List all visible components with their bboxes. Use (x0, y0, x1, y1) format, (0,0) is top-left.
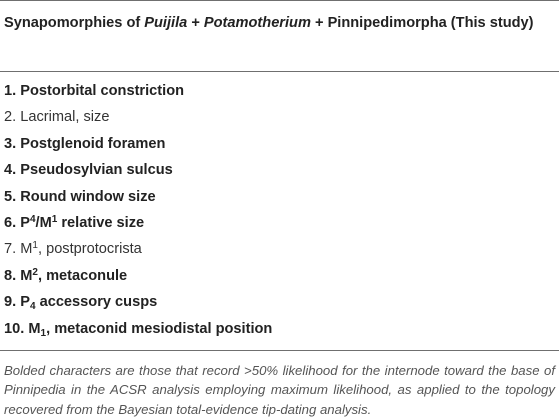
title-join: + (187, 15, 204, 31)
title-prefix: Synapomorphies of (4, 15, 145, 31)
row-number: 2. (4, 109, 17, 126)
row-number: 6. (4, 214, 17, 231)
row-text: accessory cusps (35, 294, 158, 311)
tooth-p: P (20, 294, 30, 311)
tooth-superscript: 1 (51, 213, 58, 225)
table-row-2 (0, 104, 559, 130)
table-row-5 (0, 184, 559, 210)
row-number: 9. (4, 294, 17, 311)
title-suffix: + Pinnipedimorpha (This study) (310, 15, 534, 31)
table-header (0, 1, 559, 71)
tooth-m: M (20, 241, 33, 258)
row-text: , metaconule (37, 267, 128, 284)
tooth-superscript: 4 (29, 213, 36, 225)
tooth-m: M (28, 320, 41, 337)
table-row-10 (0, 316, 559, 342)
table-row-7 (0, 236, 559, 262)
row-text: Lacrimal, size (20, 109, 110, 126)
row-number: 3. (4, 135, 17, 152)
row-text: , metaconid mesiodistal position (46, 320, 273, 337)
row-text: , postprotocrista (37, 241, 142, 258)
row-text: relative size (57, 214, 145, 231)
table-row-1 (0, 78, 559, 104)
row-number: 4. (4, 162, 17, 179)
row-number: 1. (4, 83, 17, 99)
row-number: 7. (4, 241, 17, 258)
row-number: 10. (4, 320, 25, 337)
tooth-slash-m: /M (35, 214, 52, 231)
tooth-subscript: 1 (40, 327, 47, 339)
row-text: Pseudosylvian sulcus (20, 162, 173, 179)
table-row-3 (0, 131, 559, 157)
title-taxon-potamotherium: Potamotherium (203, 15, 311, 31)
table-row-9 (0, 289, 559, 315)
tooth-p: P (20, 214, 30, 231)
table-body (0, 72, 559, 342)
tooth-m: M (20, 267, 33, 284)
row-text: Postglenoid foramen (20, 135, 166, 152)
row-text: Postorbital constriction (20, 83, 185, 99)
tooth-superscript: 1 (32, 240, 38, 252)
table-row-8 (0, 263, 559, 289)
row-number: 5. (4, 188, 17, 205)
table-footnote: Bolded characters are those that record >50% likelihood for the internode toward the base of Pinnipedia in the ACSR analysis employing maximum likelihood, as applied to the topology recovered from the Bayesian total-evidence tip-dating analysis. (4, 362, 555, 417)
table-row-6 (0, 210, 559, 236)
tooth-subscript: 4 (29, 301, 36, 313)
tooth-superscript: 2 (32, 266, 38, 278)
row-number: 8. (4, 267, 17, 284)
title-taxon-puijila: Puijila (144, 15, 188, 31)
table-row-4 (0, 157, 559, 183)
row-text: Round window size (20, 188, 156, 205)
